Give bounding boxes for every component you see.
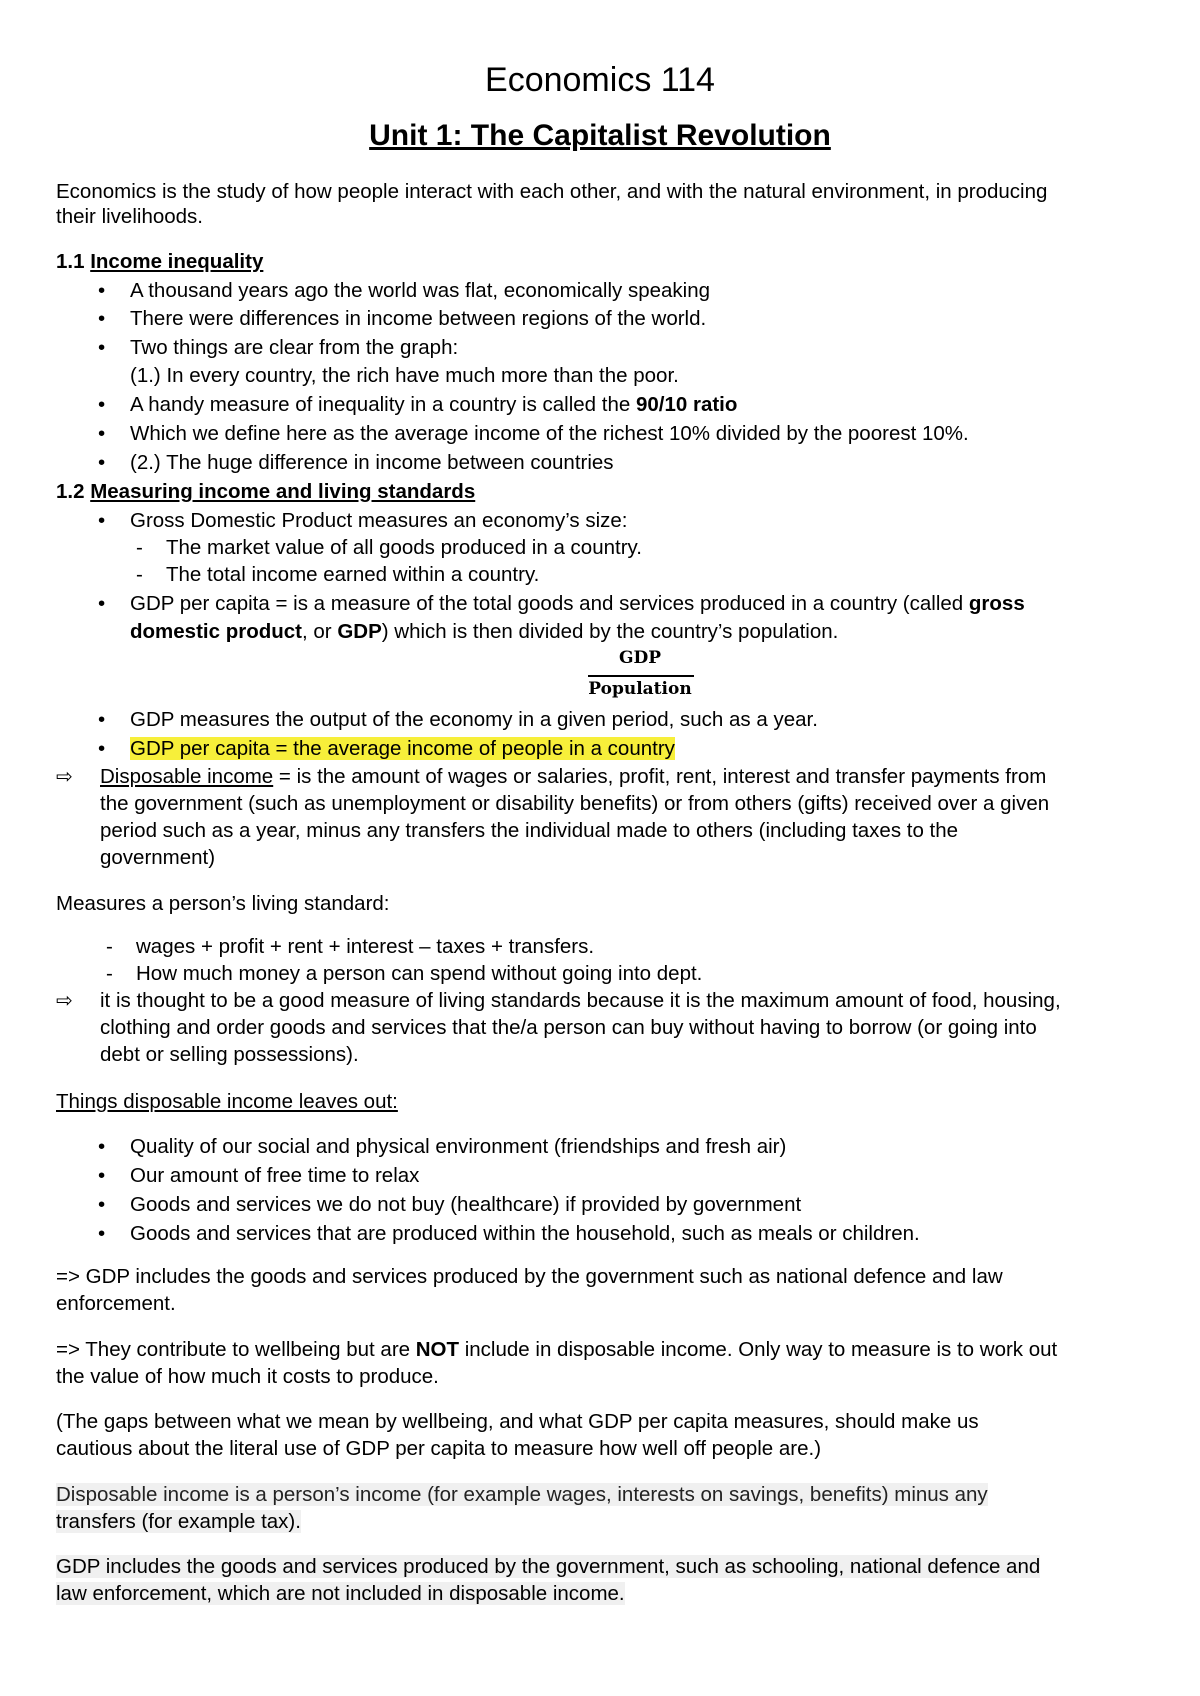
shaded-paragraph-line: Disposable income is a person’s income (for example wages, interests on savings, benefits) minus any [56,1483,988,1506]
list-item-continuation: domestic product, or GDP) which is then divided by the country’s population. [130,620,839,643]
list-item: • Our amount of free time to relax [130,1162,419,1190]
list-item: • GDP per capita = is a measure of the total goods and services produced in a country (called gross [130,590,1025,618]
list-item: • A thousand years ago the world was flat, economically speaking [130,277,710,305]
list-item: • Which we define here as the average income of the richest 10% divided by the poorest 10%. [130,420,969,448]
dash-item: - The market value of all goods produced in a country. [166,534,642,562]
measures-arrow-line-3: debt or selling possessions). [100,1043,359,1066]
unit-title: Unit 1: The Capitalist Revolution [369,119,831,152]
shaded-paragraph-line: law enforcement, which are not included in disposable income. [56,1582,625,1605]
dash-item: - wages + profit + rent + interest – taxes + transfers. [136,933,594,961]
paragraph-line: (The gaps between what we mean by wellbeing, and what GDP per capita measures, should make us [56,1410,979,1433]
fraction-bar [588,675,694,677]
disposable-income-def-line-1: Disposable income = is the amount of wages or salaries, profit, rent, interest and transfer payments from [100,765,1047,788]
fraction-denominator: Population [588,679,692,699]
measures-arrow-line-2: clothing and order goods and services that the/a person can buy without having to borrow (or going into [100,1016,1037,1039]
section-1-2-heading: 1.2 Measuring income and living standards [56,480,476,503]
paragraph-line: => GDP includes the goods and services produced by the government such as national defence and law [56,1265,1003,1288]
list-item: • Gross Domestic Product measures an economy’s size: [130,507,628,535]
intro-line-1: Economics is the study of how people interact with each other, and with the natural environment, in producing [56,180,1048,203]
paragraph-line: cautious about the literal use of GDP per capita to measure how well off people are.) [56,1437,822,1460]
paragraph-line: => They contribute to wellbeing but are NOT include in disposable income. Only way to measure is to work out [56,1338,1058,1361]
disposable-income-def-line-4: government) [100,846,216,869]
list-item [130,735,675,763]
section-1-1-heading: 1.1 Income inequality [56,250,264,273]
disposable-income-def-line-2: the government (such as unemployment or disability benefits) or from others (gifts) received over a given [100,792,1050,815]
document-title: Economics 114 [485,61,715,99]
paragraph-line: the value of how much it costs to produce. [56,1365,439,1388]
list-item: • There were differences in income between regions of the world. [130,305,706,333]
list-item: • Goods and services that are produced within the household, such as meals or children. [130,1220,920,1248]
list-item: • A handy measure of inequality in a country is called the 90/10 ratio [130,391,737,419]
measures-heading: Measures a person’s living standard: [56,892,390,915]
intro-line-2: their livelihoods. [56,205,203,228]
section-1-1-title: Income inequality [90,250,264,273]
section-1-2-title: Measuring income and living standards [90,480,476,503]
fraction-numerator: GDP [618,648,662,668]
arrow-icon: ⇨ [56,990,73,1012]
list-item: • Goods and services we do not buy (healthcare) if provided by government [130,1191,801,1219]
measures-arrow-line-1: it is thought to be a good measure of living standards because it is the maximum amount of food, housing, [100,989,1061,1012]
list-item-continuation: (1.) In every country, the rich have much more than the poor. [130,364,679,387]
highlighted-text: GDP per capita = the average income of people in a country [130,737,675,760]
arrow-icon: ⇨ [56,766,73,788]
list-item: • (2.) The huge difference in income between countries [130,449,614,477]
list-item: • Two things are clear from the graph: [130,334,458,362]
dash-item: - How much money a person can spend without going into dept. [136,960,702,988]
leaves-out-heading: Things disposable income leaves out: [56,1090,398,1113]
paragraph-line: enforcement. [56,1292,176,1315]
shaded-paragraph-line: GDP includes the goods and services produced by the government, such as schooling, national defence and [56,1555,1041,1578]
list-item: • GDP measures the output of the economy in a given period, such as a year. [130,706,818,734]
shaded-paragraph-line: transfers (for example tax). [56,1510,301,1533]
list-item: • Quality of our social and physical environment (friendships and fresh air) [130,1133,786,1161]
dash-item: - The total income earned within a country. [166,561,539,589]
disposable-income-def-line-3: period such as a year, minus any transfers the individual made to others (including taxes to the [100,819,959,842]
